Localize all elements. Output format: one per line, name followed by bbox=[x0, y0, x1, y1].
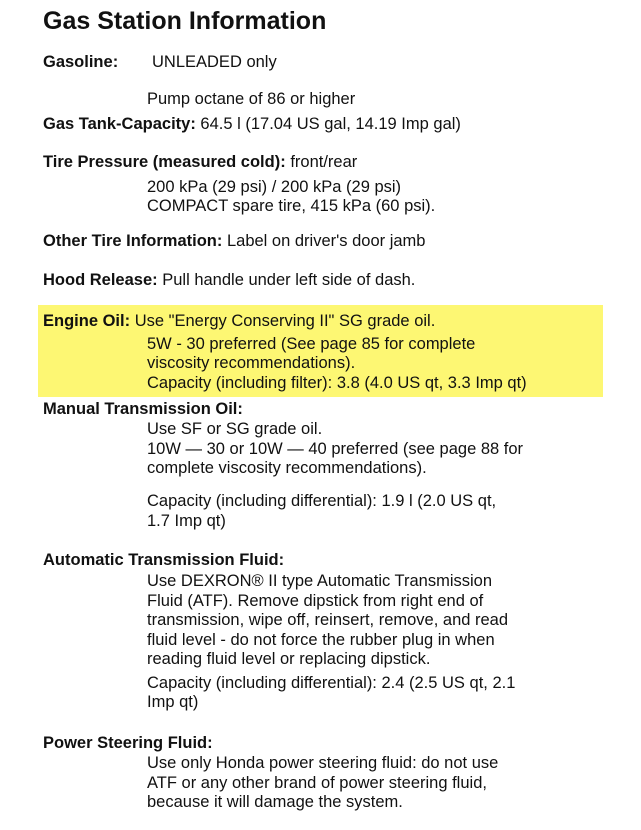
power-steering-line: because it will damage the system. bbox=[147, 793, 403, 811]
tire-pressure-value: front/rear bbox=[290, 153, 358, 171]
power-steering-line: ATF or any other brand of power steering fluid, bbox=[147, 774, 487, 792]
manual-transmission-capacity: 1.7 Imp qt) bbox=[147, 512, 226, 530]
engine-oil-line: 5W - 30 preferred (See page 85 for complete bbox=[147, 335, 476, 353]
gasoline-label: Gasoline: bbox=[43, 53, 119, 71]
manual-transmission-label: Manual Transmission Oil: bbox=[43, 400, 243, 418]
manual-transmission-line: 10W — 30 or 10W — 40 preferred (see page 88 for bbox=[147, 440, 524, 458]
manual-transmission-capacity: Capacity (including differential): 1.9 l (2.0 US qt, bbox=[147, 492, 497, 510]
engine-oil-capacity: Capacity (including filter): 3.8 (4.0 US qt, 3.3 Imp qt) bbox=[147, 374, 527, 392]
other-tire-value: Label on driver's door jamb bbox=[226, 232, 426, 250]
page-title: Gas Station Information bbox=[43, 7, 327, 35]
engine-oil-label: Engine Oil: bbox=[43, 312, 131, 330]
gasoline-value: UNLEADED only bbox=[152, 53, 277, 71]
tire-pressure-line: COMPACT spare tire, 415 kPa (60 psi). bbox=[147, 197, 436, 215]
tire-pressure-line: 200 kPa (29 psi) / 200 kPa (29 psi) bbox=[147, 178, 402, 196]
power-steering-line: Use only Honda power steering fluid: do not use bbox=[147, 754, 499, 772]
gas-tank-label: Gas Tank-Capacity: bbox=[43, 115, 196, 133]
gas-tank-value: 64.5 l (17.04 US gal, 14.19 Imp gal) bbox=[200, 115, 461, 133]
automatic-transmission-label: Automatic Transmission Fluid: bbox=[43, 551, 285, 569]
gas-tank-row bbox=[43, 115, 461, 135]
other-tire-label: Other Tire Information: bbox=[43, 232, 223, 250]
automatic-transmission-line: transmission, wipe off, reinsert, remove, and read bbox=[147, 611, 509, 629]
engine-oil-value: Use "Energy Conserving II" SG grade oil. bbox=[134, 312, 436, 330]
automatic-transmission-capacity: Capacity (including differential): 2.4 (2.5 US qt, 2.1 bbox=[147, 674, 516, 692]
hood-release-row bbox=[43, 271, 415, 291]
automatic-transmission-line: reading fluid level or replacing dipstick. bbox=[147, 650, 431, 668]
automatic-transmission-capacity: Imp qt) bbox=[147, 693, 199, 711]
tire-pressure-row bbox=[43, 153, 357, 173]
engine-oil-line: viscosity recommendations). bbox=[147, 354, 356, 372]
tire-pressure-label: Tire Pressure (measured cold): bbox=[43, 153, 286, 171]
automatic-transmission-line: fluid level - do not force the rubber plug in when bbox=[147, 631, 495, 649]
manual-transmission-line: complete viscosity recommendations). bbox=[147, 459, 427, 477]
hood-release-label: Hood Release: bbox=[43, 271, 158, 289]
engine-oil-row bbox=[43, 312, 435, 332]
automatic-transmission-line: Fluid (ATF). Remove dipstick from right end of bbox=[147, 592, 484, 610]
manual-transmission-line: Use SF or SG grade oil. bbox=[147, 420, 323, 438]
gasoline-note: Pump octane of 86 or higher bbox=[147, 90, 356, 108]
automatic-transmission-line: Use DEXRON® II type Automatic Transmission bbox=[147, 572, 493, 590]
power-steering-label: Power Steering Fluid: bbox=[43, 734, 213, 752]
hood-release-value: Pull handle under left side of dash. bbox=[162, 271, 416, 289]
other-tire-row bbox=[43, 232, 425, 252]
